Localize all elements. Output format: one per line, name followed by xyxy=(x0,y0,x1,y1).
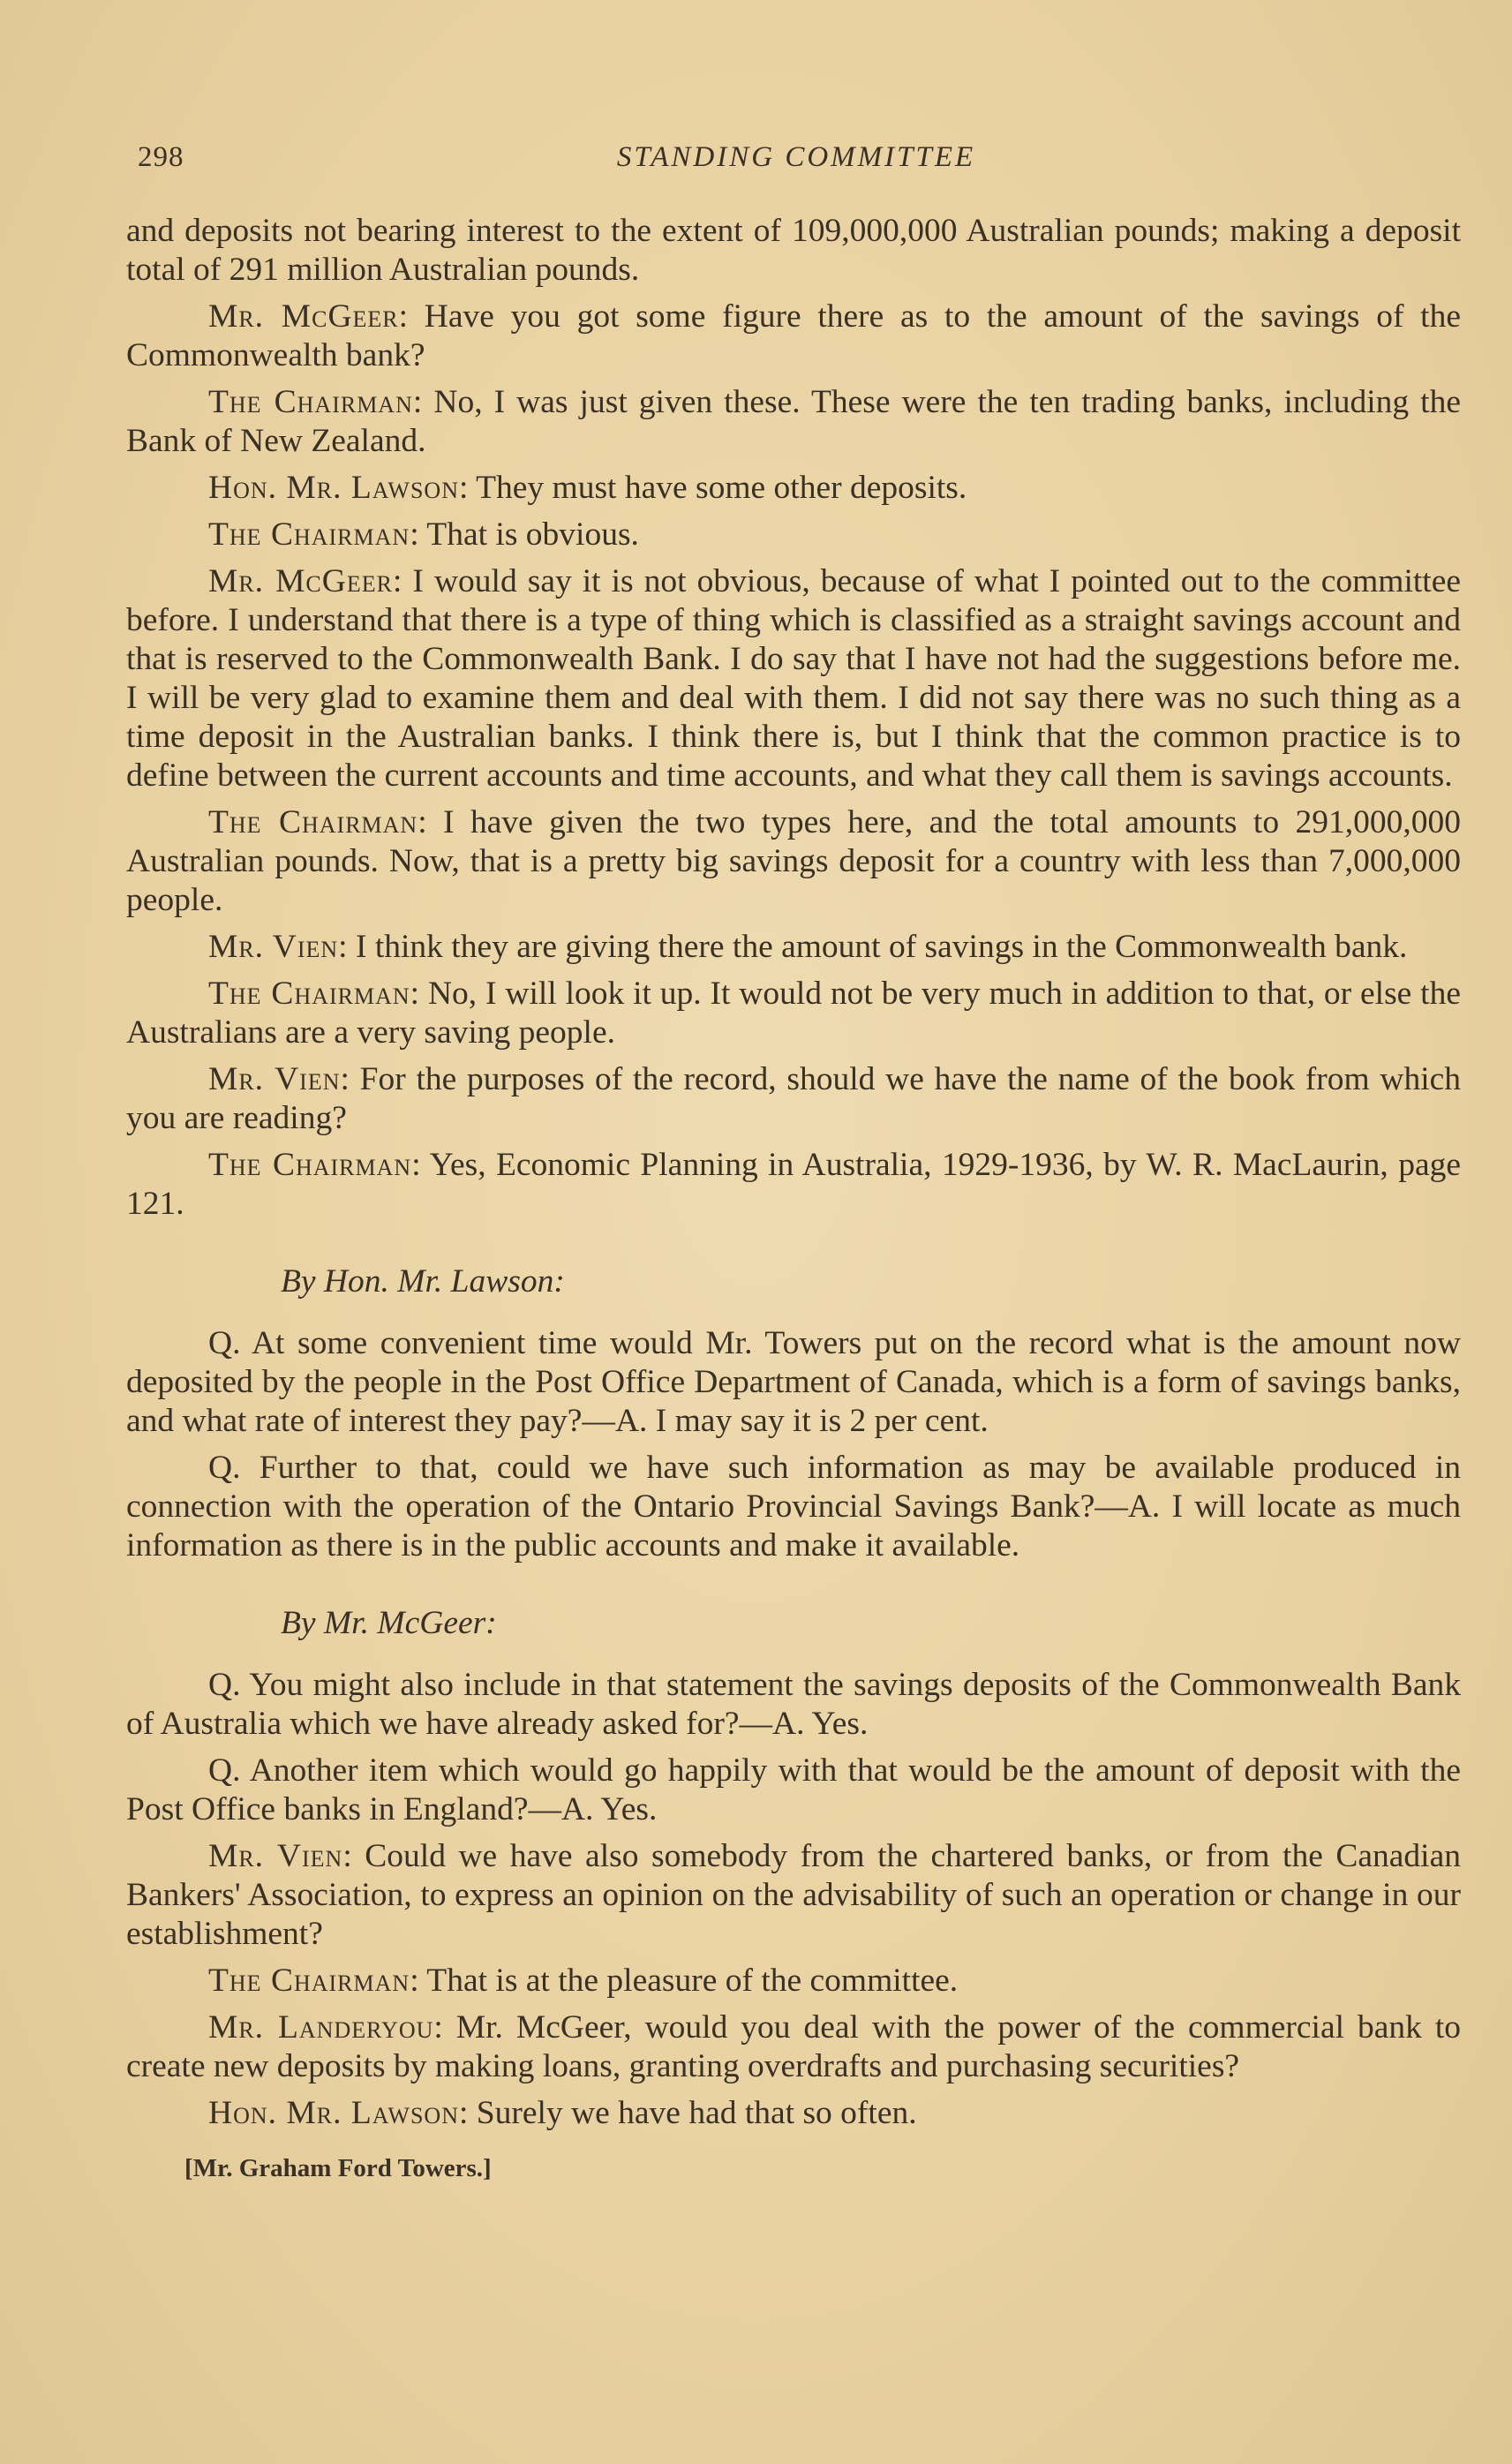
paragraph xyxy=(126,1837,1461,1954)
question-answer: Q. At some convenient time would Mr. Towers put on the record what is the amount now deposited by the people in the Post Office Department of Canada, which is a form of savings banks, and what rate of interest they pay?—A. I may say it is 2 per cent. xyxy=(126,1325,1461,1439)
speaker-name: The Chairman xyxy=(208,1963,410,1999)
page-body xyxy=(126,212,1461,2188)
speaker-name: Mr. Vien xyxy=(208,1838,343,1874)
question-answer: Q. You might also include in that statement the savings deposits of the Commonwealth Bank of Australia which we have already asked for?—A. Yes. xyxy=(126,1667,1461,1742)
paragraph xyxy=(126,928,1461,967)
paragraph xyxy=(126,975,1461,1052)
page-header xyxy=(138,141,1455,180)
paragraph-text: and deposits not bearing interest to the extent of 109,000,000 Australian pounds; making a deposit total of 291 million Australian pounds. xyxy=(126,213,1461,288)
paragraph xyxy=(126,469,1461,508)
speaker-name: Mr. Vien xyxy=(208,1061,341,1097)
paragraph-text: : Have you got some figure there as to the amount of the savings of the Commonwealth bank? xyxy=(126,298,1461,373)
speaker-name: Hon. Mr. Lawson xyxy=(208,470,459,506)
question-answer: Q. Further to that, could we have such information as may be available produced in connection with the operation of the Ontario Provincial Savings Bank?—A. I will locate as much information as there is in the public accounts and make it available. xyxy=(126,1450,1461,1564)
speaker-name: Mr. Landeryou xyxy=(208,2009,434,2046)
paragraph-text: : That is obvious. xyxy=(410,516,639,553)
section-heading-mcgeer: By Mr. McGeer: xyxy=(281,1605,497,1641)
speaker-name: The Chairman xyxy=(208,976,410,1012)
paragraph-text: : They must have some other deposits. xyxy=(458,470,967,506)
paragraph-text: : No, I will look it up. It would not be very much in addition to that, or else the Australians are a very saving people. xyxy=(126,976,1461,1051)
paragraph xyxy=(126,562,1461,795)
speaker-name: The Chairman xyxy=(208,804,418,840)
paragraph xyxy=(126,803,1461,920)
running-head: STANDING COMMITTEE xyxy=(616,141,976,173)
speaker-name: Mr. McGeer xyxy=(208,298,399,335)
speaker-name: The Chairman xyxy=(208,384,413,420)
paragraph-text: : Mr. McGeer, would you deal with the power of the commercial bank to create new deposits by making loans, granting overdrafts and purchasing securities? xyxy=(126,2009,1462,2084)
paragraph xyxy=(126,516,1461,554)
paragraph-text: : I think they are giving there the amount of savings in the Commonwealth bank. xyxy=(338,929,1408,965)
section-heading-lawson: By Hon. Mr. Lawson: xyxy=(281,1263,565,1300)
paragraph-text: : That is at the pleasure of the committee. xyxy=(410,1963,959,1999)
paragraph xyxy=(126,1060,1461,1138)
speaker-name: The Chairman xyxy=(208,1147,412,1183)
paragraph xyxy=(126,2008,1461,2086)
question-answer: Q. Another item which would go happily with that would be the amount of deposit with the Post Office banks in England?—A. Yes. xyxy=(126,1752,1461,1827)
speaker-name: Mr. Vien xyxy=(208,929,339,965)
witness-reference: [Mr. Graham Ford Towers.] xyxy=(184,2154,492,2182)
paragraph-text: : For the purposes of the record, should we have the name of the book from which you are reading? xyxy=(126,1061,1462,1136)
paragraph-text: : I have given the two types here, and the total amounts to 291,000,000 Australian pounds. Now, that is a pretty big savings deposit for a country with less than 7,000,000 people. xyxy=(126,804,1461,918)
speaker-name: Mr. McGeer xyxy=(208,563,393,599)
paragraph xyxy=(126,383,1461,461)
paragraph-text: : I would say it is not obvious, because of what I pointed out to the committee before. I understand that there is a type of thing which is classified as a straight savings account and that is reserved to the Commonwealth Bank. I do say that I have not had the suggestions before me. I will be very glad to examine them and deal with them. I did not say there was no such thing as a time deposit in the Australian banks. I think there is, but I think that the common practice is to define between the current accounts and time accounts, and what they call them is savings accounts. xyxy=(126,563,1461,794)
paragraph-text: : Could we have also somebody from the chartered banks, or from the Canadian Bankers' Association, to express an opinion on the advisability of such an operation or change in our establishment? xyxy=(126,1838,1461,1952)
paragraph-text: : Yes, Economic Planning in Australia, 1929-1936, by W. R. MacLaurin, page 121. xyxy=(126,1147,1461,1222)
paragraph xyxy=(126,1962,1461,2001)
paragraph xyxy=(126,2094,1461,2133)
page-number: 298 xyxy=(138,141,184,173)
paragraph xyxy=(126,1146,1461,1224)
speaker-name: Hon. Mr. Lawson xyxy=(208,2095,459,2131)
paragraph xyxy=(126,298,1461,375)
paragraph-continuation xyxy=(126,212,1461,290)
paragraph-text: : Surely we have had that so often. xyxy=(458,2095,917,2131)
speaker-name: The Chairman xyxy=(208,516,410,553)
paragraph-text: : No, I was just given these. These were the ten trading banks, including the Bank of New Zealand. xyxy=(126,384,1461,459)
